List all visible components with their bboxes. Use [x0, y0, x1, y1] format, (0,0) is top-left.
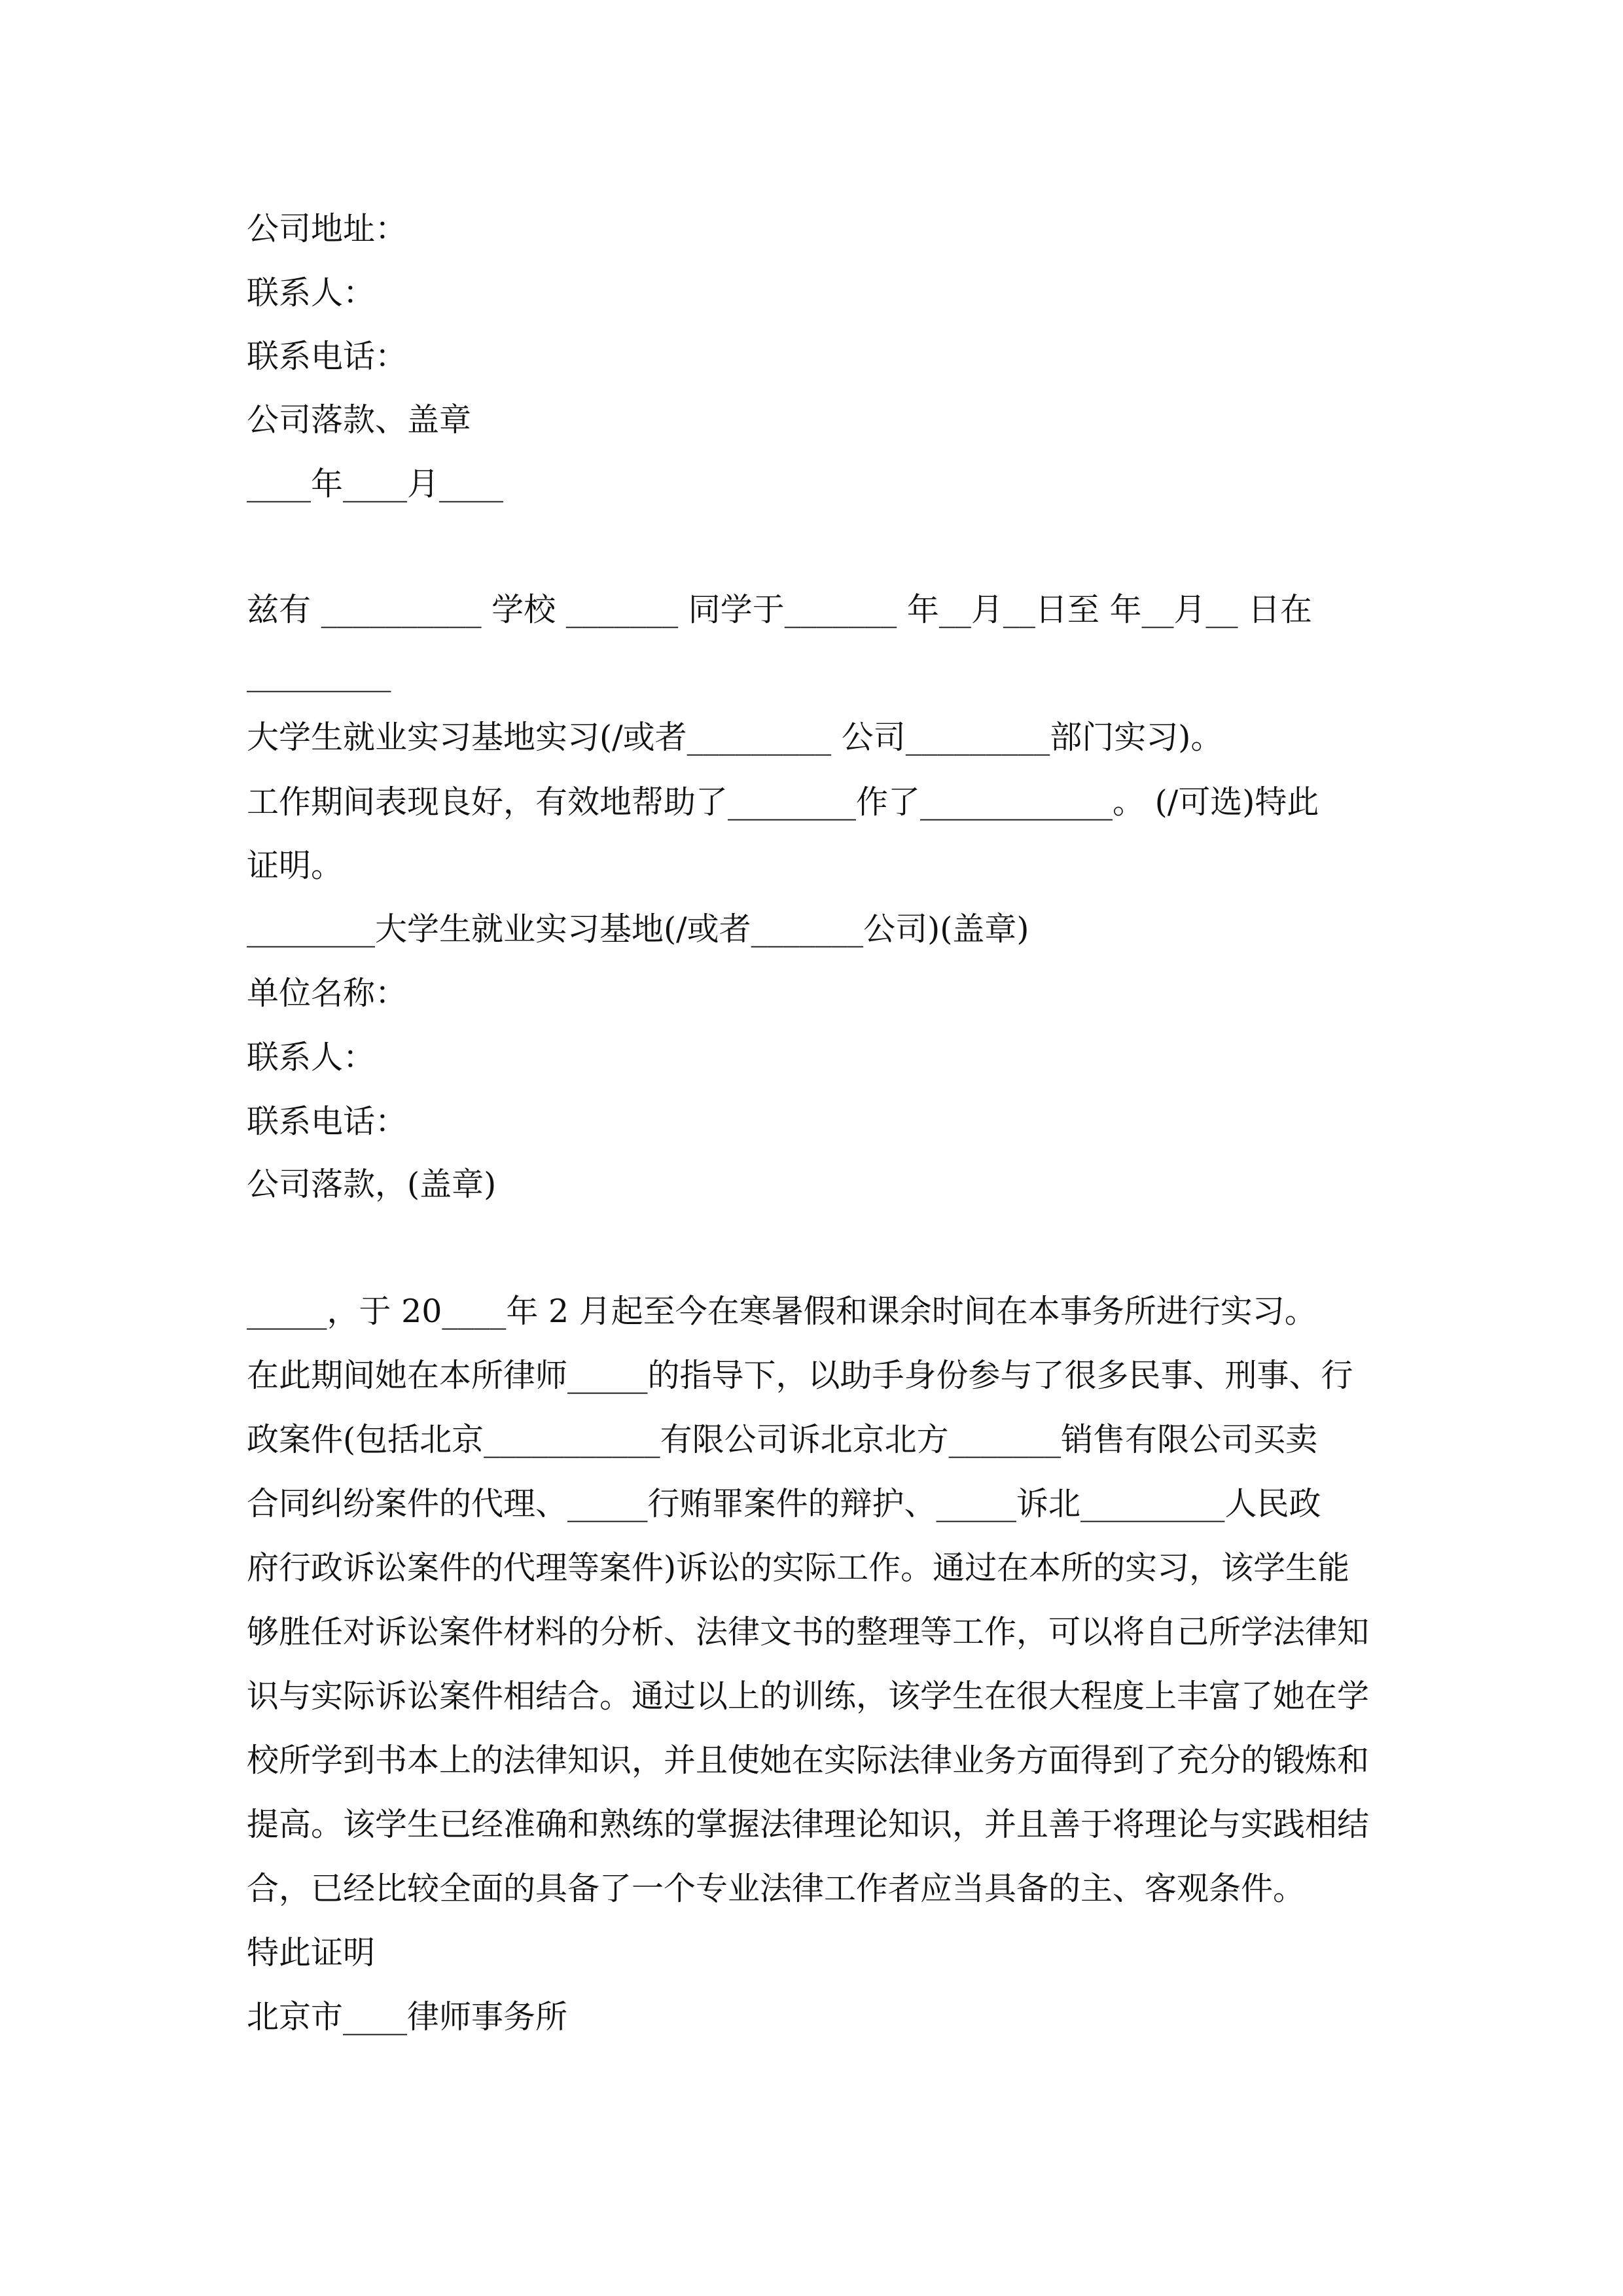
certificate-line-5: 证明。 [247, 847, 344, 884]
internship-paragraph-line: 合，已经比较全面的具备了一个专业法律工作者应当具备的主、客观条件。 [247, 1870, 1306, 1907]
company-signoff-2: 公司落款，(盖章) [247, 1166, 497, 1203]
contact-phone-label-2: 联系电话： [247, 1103, 408, 1140]
unit-name-label: 单位名称： [247, 975, 408, 1012]
law-firm-signature: 北京市____律师事务所 [247, 1998, 568, 2036]
certificate-line-2: _________ [247, 655, 391, 692]
internship-paragraph-line: 府行政诉讼案件的代理等案件)诉讼的实际工作。通过在本所的实习，该学生能 [247, 1549, 1350, 1587]
internship-paragraph-line: 提高。该学生已经准确和熟练的掌握法律理论知识，并且善于将理论与实践相结 [247, 1806, 1370, 1843]
internship-paragraph-line: 识与实际诉讼案件相结合。通过以上的训练，该学生在很大程度上丰富了她在学 [247, 1677, 1370, 1715]
contact-person-label: 联系人： [247, 274, 376, 312]
certificate-line-1: 兹有 __________ 学校 _______ 同学于_______ 年__月__日至 年__月__ 日在 [247, 591, 1313, 628]
date-line: ____年____月____ [247, 465, 504, 503]
closing-statement: 特此证明 [247, 1934, 376, 1971]
certificate-line-4: 工作期间表现良好，有效地帮助了________作了____________。 (/可选)特此 [247, 783, 1319, 821]
internship-paragraph-line: 合同纠纷案件的代理、_____行贿罪案件的辩护、_____诉北_________人民政 [247, 1485, 1321, 1522]
contact-phone-label: 联系电话： [247, 338, 408, 375]
internship-paragraph-line: 在此期间她在本所律师_____的指导下，以助手身份参与了很多民事、刑事、行 [247, 1357, 1353, 1394]
internship-paragraph-line: 政案件(包括北京___________有限公司诉北京北方_______销售有限公司买卖 [247, 1421, 1318, 1458]
internship-paragraph-line: 够胜任对诉讼案件材料的分析、法律文书的整理等工作，可以将自己所学法律知 [247, 1613, 1370, 1651]
certificate-line-6: ________大学生就业实习基地(/或者_______公司)(盖章) [247, 910, 1029, 948]
internship-paragraph-line: 校所学到书本上的法律知识，并且使她在实际法律业务方面得到了充分的锻炼和 [247, 1742, 1370, 1779]
company-signoff: 公司落款、盖章 [247, 401, 472, 439]
contact-person-label-2: 联系人： [247, 1039, 376, 1076]
certificate-line-3: 大学生就业实习基地实习(/或者_________ 公司_________部门实习)。 [247, 719, 1223, 756]
company-address-label: 公司地址： [247, 210, 408, 247]
internship-paragraph-line: _____，于 20____年 2 月起至今在寒暑假和课余时间在本事务所进行实习。 [247, 1293, 1317, 1330]
